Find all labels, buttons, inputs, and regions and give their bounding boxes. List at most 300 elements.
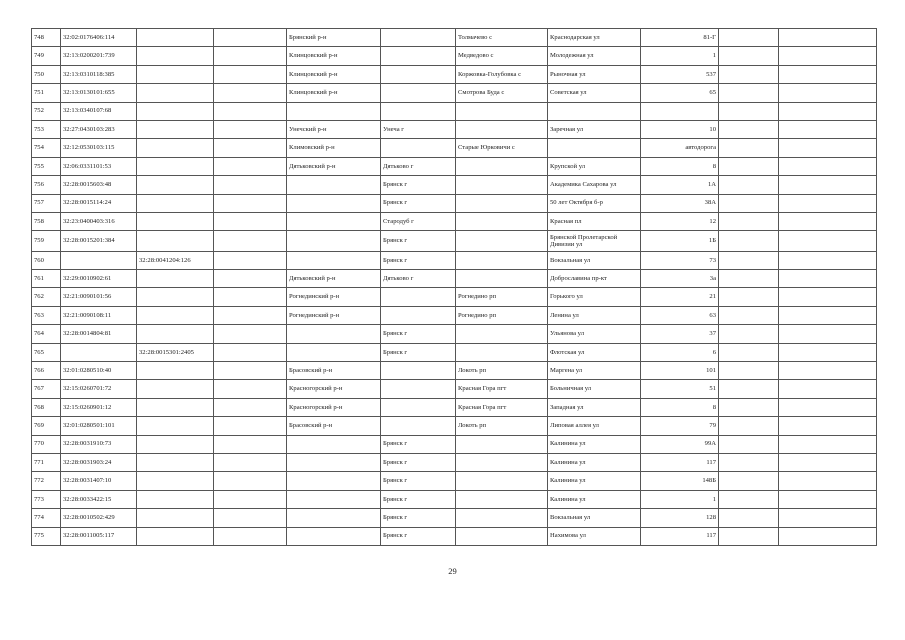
house-number-cell: 128 bbox=[641, 509, 719, 527]
cadastral-number-alt-cell bbox=[137, 29, 214, 47]
empty-cell bbox=[779, 288, 877, 306]
row-number-cell: 761 bbox=[32, 270, 61, 288]
cadastral-number-cell: 32:06:0331101:53 bbox=[61, 157, 137, 175]
empty-cell bbox=[214, 527, 287, 545]
row-number-cell: 758 bbox=[32, 212, 61, 230]
house-number-cell bbox=[641, 102, 719, 120]
empty-cell bbox=[214, 47, 287, 65]
settlement-cell bbox=[456, 527, 548, 545]
page-number: 29 bbox=[448, 566, 457, 576]
empty-cell bbox=[214, 194, 287, 212]
house-number-cell: 10 bbox=[641, 120, 719, 138]
empty-cell bbox=[214, 29, 287, 47]
cadastral-number-alt-cell bbox=[137, 176, 214, 194]
house-number-cell: 37 bbox=[641, 325, 719, 343]
district-cell bbox=[287, 212, 381, 230]
house-number-cell: 1 bbox=[641, 47, 719, 65]
table-row bbox=[32, 139, 877, 157]
row-number-cell: 770 bbox=[32, 435, 61, 453]
district-cell bbox=[287, 343, 381, 361]
table-row bbox=[32, 84, 877, 102]
settlement-cell: Коржовка-Голубовка с bbox=[456, 65, 548, 83]
row-number-cell: 756 bbox=[32, 176, 61, 194]
cadastral-number-alt-cell bbox=[137, 435, 214, 453]
empty-cell bbox=[779, 527, 877, 545]
cadastral-number-alt-cell bbox=[137, 527, 214, 545]
empty-cell bbox=[779, 325, 877, 343]
empty-cell bbox=[779, 47, 877, 65]
empty-cell bbox=[779, 65, 877, 83]
settlement-cell bbox=[456, 325, 548, 343]
empty-cell bbox=[779, 472, 877, 490]
district-cell bbox=[287, 472, 381, 490]
house-number-cell: 3а bbox=[641, 270, 719, 288]
street-cell: Ленина ул bbox=[548, 306, 641, 324]
empty-cell bbox=[719, 453, 779, 471]
house-number-cell: 1А bbox=[641, 176, 719, 194]
street-cell: Доброславина пр-кт bbox=[548, 270, 641, 288]
cadastral-number-alt-cell bbox=[137, 380, 214, 398]
cadastral-number-cell: 32:02:0176406:114 bbox=[61, 29, 137, 47]
empty-cell bbox=[214, 490, 287, 508]
cadastral-number-cell bbox=[61, 251, 137, 269]
cadastral-number-alt-cell: 32:28:0015301:2405 bbox=[137, 343, 214, 361]
district-cell bbox=[287, 251, 381, 269]
empty-cell bbox=[719, 194, 779, 212]
city-cell: Брянск г bbox=[381, 453, 456, 471]
registry-table bbox=[31, 28, 877, 546]
settlement-cell bbox=[456, 194, 548, 212]
cadastral-number-alt-cell bbox=[137, 288, 214, 306]
cadastral-number-alt-cell bbox=[137, 398, 214, 416]
empty-cell bbox=[779, 343, 877, 361]
row-number-cell: 754 bbox=[32, 139, 61, 157]
cadastral-number-cell: 32:13:0310118:385 bbox=[61, 65, 137, 83]
row-number-cell: 766 bbox=[32, 362, 61, 380]
empty-cell bbox=[779, 212, 877, 230]
city-cell: Брянск г bbox=[381, 176, 456, 194]
row-number-cell: 750 bbox=[32, 65, 61, 83]
cadastral-number-cell: 32:28:0014804:81 bbox=[61, 325, 137, 343]
empty-cell bbox=[719, 472, 779, 490]
city-cell: Дятьково г bbox=[381, 157, 456, 175]
city-cell bbox=[381, 29, 456, 47]
street-cell: Молодежная ул bbox=[548, 47, 641, 65]
district-cell: Климовский р-н bbox=[287, 139, 381, 157]
house-number-cell: 63 bbox=[641, 306, 719, 324]
house-number-cell: 12 bbox=[641, 212, 719, 230]
empty-cell bbox=[719, 325, 779, 343]
district-cell: Рогнединский р-н bbox=[287, 306, 381, 324]
table-row bbox=[32, 362, 877, 380]
street-cell: Ульянова ул bbox=[548, 325, 641, 343]
city-cell: Брянск г bbox=[381, 231, 456, 251]
street-cell: Маргена ул bbox=[548, 362, 641, 380]
house-number-cell: 1 bbox=[641, 490, 719, 508]
street-cell: Калинина ул bbox=[548, 490, 641, 508]
settlement-cell bbox=[456, 157, 548, 175]
street-cell bbox=[548, 102, 641, 120]
row-number-cell: 775 bbox=[32, 527, 61, 545]
house-number-cell: 117 bbox=[641, 527, 719, 545]
empty-cell bbox=[214, 509, 287, 527]
settlement-cell: Рогнедино рп bbox=[456, 288, 548, 306]
cadastral-number-cell: 32:28:0015603:48 bbox=[61, 176, 137, 194]
city-cell bbox=[381, 288, 456, 306]
table-row bbox=[32, 343, 877, 361]
row-number-cell: 751 bbox=[32, 84, 61, 102]
row-number-cell: 755 bbox=[32, 157, 61, 175]
empty-cell bbox=[719, 47, 779, 65]
empty-cell bbox=[719, 176, 779, 194]
district-cell: Унечский р-н bbox=[287, 120, 381, 138]
city-cell bbox=[381, 362, 456, 380]
table-row bbox=[32, 65, 877, 83]
cadastral-number-cell: 32:23:0400403:316 bbox=[61, 212, 137, 230]
street-cell: Вокзальная ул bbox=[548, 251, 641, 269]
district-cell bbox=[287, 453, 381, 471]
table-row bbox=[32, 251, 877, 269]
cadastral-number-alt-cell bbox=[137, 120, 214, 138]
settlement-cell bbox=[456, 120, 548, 138]
cadastral-number-alt-cell bbox=[137, 102, 214, 120]
house-number-cell: 148Б bbox=[641, 472, 719, 490]
city-cell bbox=[381, 380, 456, 398]
empty-cell bbox=[779, 453, 877, 471]
district-cell: Дятьковский р-н bbox=[287, 270, 381, 288]
settlement-cell: Толмачево с bbox=[456, 29, 548, 47]
table-row bbox=[32, 120, 877, 138]
row-number-cell: 752 bbox=[32, 102, 61, 120]
cadastral-number-alt-cell bbox=[137, 325, 214, 343]
table-row bbox=[32, 453, 877, 471]
house-number-cell: 79 bbox=[641, 417, 719, 435]
city-cell bbox=[381, 306, 456, 324]
district-cell: Брянский р-н bbox=[287, 29, 381, 47]
empty-cell bbox=[719, 212, 779, 230]
empty-cell bbox=[779, 194, 877, 212]
cadastral-number-cell: 32:21:0090108:11 bbox=[61, 306, 137, 324]
empty-cell bbox=[779, 120, 877, 138]
cadastral-number-alt-cell: 32:28:0041204:126 bbox=[137, 251, 214, 269]
settlement-cell bbox=[456, 472, 548, 490]
street-cell: 50 лет Октября б-р bbox=[548, 194, 641, 212]
cadastral-number-alt-cell bbox=[137, 65, 214, 83]
cadastral-number-alt-cell bbox=[137, 490, 214, 508]
empty-cell bbox=[214, 102, 287, 120]
street-cell: Рыночная ул bbox=[548, 65, 641, 83]
district-cell: Дятьковский р-н bbox=[287, 157, 381, 175]
empty-cell bbox=[779, 29, 877, 47]
empty-cell bbox=[214, 362, 287, 380]
street-cell: Советская ул bbox=[548, 84, 641, 102]
empty-cell bbox=[214, 176, 287, 194]
table-row bbox=[32, 509, 877, 527]
empty-cell bbox=[779, 435, 877, 453]
row-number-cell: 757 bbox=[32, 194, 61, 212]
cadastral-number-alt-cell bbox=[137, 362, 214, 380]
cadastral-number-cell: 32:28:0015114:24 bbox=[61, 194, 137, 212]
row-number-cell: 773 bbox=[32, 490, 61, 508]
district-cell: Красногорский р-н bbox=[287, 380, 381, 398]
district-cell: Красногорский р-н bbox=[287, 398, 381, 416]
table-body bbox=[32, 29, 877, 546]
row-number-cell: 764 bbox=[32, 325, 61, 343]
street-cell: Академика Сахарова ул bbox=[548, 176, 641, 194]
settlement-cell bbox=[456, 270, 548, 288]
street-cell: Нахимова ул bbox=[548, 527, 641, 545]
house-number-cell: 99А bbox=[641, 435, 719, 453]
cadastral-number-alt-cell bbox=[137, 139, 214, 157]
cadastral-number-cell: 32:28:0031407:10 bbox=[61, 472, 137, 490]
house-number-cell: 6 bbox=[641, 343, 719, 361]
cadastral-number-alt-cell bbox=[137, 231, 214, 251]
city-cell bbox=[381, 65, 456, 83]
table-row bbox=[32, 47, 877, 65]
empty-cell bbox=[719, 29, 779, 47]
house-number-cell: 8 bbox=[641, 398, 719, 416]
street-cell: Вокзальная ул bbox=[548, 509, 641, 527]
row-number-cell: 772 bbox=[32, 472, 61, 490]
district-cell bbox=[287, 176, 381, 194]
cadastral-number-cell: 32:13:0200201:739 bbox=[61, 47, 137, 65]
cadastral-number-cell: 32:01:0280510:40 bbox=[61, 362, 137, 380]
city-cell: Брянск г bbox=[381, 490, 456, 508]
table-row bbox=[32, 29, 877, 47]
district-cell bbox=[287, 435, 381, 453]
cadastral-number-cell: 32:29:0010902:61 bbox=[61, 270, 137, 288]
empty-cell bbox=[214, 120, 287, 138]
empty-cell bbox=[719, 65, 779, 83]
table-row bbox=[32, 306, 877, 324]
empty-cell bbox=[214, 157, 287, 175]
empty-cell bbox=[779, 251, 877, 269]
table-row bbox=[32, 417, 877, 435]
district-cell bbox=[287, 325, 381, 343]
district-cell bbox=[287, 527, 381, 545]
cadastral-number-alt-cell bbox=[137, 84, 214, 102]
table-row bbox=[32, 490, 877, 508]
empty-cell bbox=[214, 343, 287, 361]
row-number-cell: 748 bbox=[32, 29, 61, 47]
empty-cell bbox=[779, 270, 877, 288]
table-row bbox=[32, 212, 877, 230]
empty-cell bbox=[779, 157, 877, 175]
empty-cell bbox=[779, 509, 877, 527]
empty-cell bbox=[214, 417, 287, 435]
empty-cell bbox=[719, 120, 779, 138]
row-number-cell: 760 bbox=[32, 251, 61, 269]
row-number-cell: 768 bbox=[32, 398, 61, 416]
empty-cell bbox=[719, 527, 779, 545]
table-row bbox=[32, 527, 877, 545]
city-cell: Брянск г bbox=[381, 472, 456, 490]
empty-cell bbox=[719, 435, 779, 453]
street-cell: Калинина ул bbox=[548, 453, 641, 471]
house-number-cell: 51 bbox=[641, 380, 719, 398]
city-cell: Унеча г bbox=[381, 120, 456, 138]
cadastral-number-alt-cell bbox=[137, 212, 214, 230]
cadastral-number-alt-cell bbox=[137, 194, 214, 212]
settlement-cell bbox=[456, 251, 548, 269]
settlement-cell: Локоть рп bbox=[456, 417, 548, 435]
house-number-cell: автодорога bbox=[641, 139, 719, 157]
empty-cell bbox=[214, 398, 287, 416]
empty-cell bbox=[719, 157, 779, 175]
city-cell: Брянск г bbox=[381, 527, 456, 545]
empty-cell bbox=[719, 509, 779, 527]
table-row bbox=[32, 157, 877, 175]
city-cell bbox=[381, 417, 456, 435]
table-row bbox=[32, 380, 877, 398]
table-row bbox=[32, 270, 877, 288]
empty-cell bbox=[779, 417, 877, 435]
city-cell: Дятьково г bbox=[381, 270, 456, 288]
empty-cell bbox=[779, 380, 877, 398]
table-row bbox=[32, 325, 877, 343]
house-number-cell: 101 bbox=[641, 362, 719, 380]
cadastral-number-cell: 32:15:0260701:72 bbox=[61, 380, 137, 398]
district-cell: Брасовский р-н bbox=[287, 362, 381, 380]
cadastral-number-alt-cell bbox=[137, 47, 214, 65]
cadastral-number-alt-cell bbox=[137, 509, 214, 527]
cadastral-number-cell: 32:28:0010502:429 bbox=[61, 509, 137, 527]
district-cell: Клинцовский р-н bbox=[287, 84, 381, 102]
empty-cell bbox=[214, 270, 287, 288]
row-number-cell: 749 bbox=[32, 47, 61, 65]
row-number-cell: 774 bbox=[32, 509, 61, 527]
street-cell: Краснодарская ул bbox=[548, 29, 641, 47]
house-number-cell: 38А bbox=[641, 194, 719, 212]
district-cell bbox=[287, 509, 381, 527]
empty-cell bbox=[779, 362, 877, 380]
street-cell: Западная ул bbox=[548, 398, 641, 416]
empty-cell bbox=[719, 102, 779, 120]
city-cell: Брянск г bbox=[381, 435, 456, 453]
table-row bbox=[32, 176, 877, 194]
city-cell bbox=[381, 139, 456, 157]
settlement-cell bbox=[456, 212, 548, 230]
district-cell: Клинцовский р-н bbox=[287, 65, 381, 83]
street-cell: Больничная ул bbox=[548, 380, 641, 398]
table-row bbox=[32, 398, 877, 416]
empty-cell bbox=[214, 84, 287, 102]
cadastral-number-cell: 32:28:0031910:73 bbox=[61, 435, 137, 453]
cadastral-number-cell bbox=[61, 343, 137, 361]
empty-cell bbox=[779, 398, 877, 416]
house-number-cell: 117 bbox=[641, 453, 719, 471]
cadastral-number-cell: 32:12:0530103:115 bbox=[61, 139, 137, 157]
empty-cell bbox=[719, 490, 779, 508]
empty-cell bbox=[719, 306, 779, 324]
empty-cell bbox=[214, 139, 287, 157]
cadastral-number-cell: 32:13:0130101:655 bbox=[61, 84, 137, 102]
street-cell: Липовая аллея ул bbox=[548, 417, 641, 435]
cadastral-number-cell: 32:28:0033422:15 bbox=[61, 490, 137, 508]
empty-cell bbox=[214, 380, 287, 398]
house-number-cell: 73 bbox=[641, 251, 719, 269]
cadastral-number-alt-cell bbox=[137, 270, 214, 288]
empty-cell bbox=[214, 251, 287, 269]
empty-cell bbox=[779, 306, 877, 324]
row-number-cell: 753 bbox=[32, 120, 61, 138]
city-cell: Стародуб г bbox=[381, 212, 456, 230]
empty-cell bbox=[719, 362, 779, 380]
empty-cell bbox=[214, 325, 287, 343]
settlement-cell bbox=[456, 453, 548, 471]
street-cell: Брянской Пролетарской Дивизии ул bbox=[548, 231, 641, 251]
table-row bbox=[32, 435, 877, 453]
street-cell: Крупской ул bbox=[548, 157, 641, 175]
table-row bbox=[32, 288, 877, 306]
empty-cell bbox=[214, 212, 287, 230]
settlement-cell: Красная Гора пгт bbox=[456, 380, 548, 398]
empty-cell bbox=[214, 65, 287, 83]
empty-cell bbox=[779, 139, 877, 157]
empty-cell bbox=[214, 453, 287, 471]
settlement-cell bbox=[456, 435, 548, 453]
district-cell bbox=[287, 490, 381, 508]
cadastral-number-cell: 32:28:0031903:24 bbox=[61, 453, 137, 471]
empty-cell bbox=[719, 84, 779, 102]
settlement-cell: Рогнедино рп bbox=[456, 306, 548, 324]
cadastral-number-cell: 32:21:0090101:56 bbox=[61, 288, 137, 306]
row-number-cell: 762 bbox=[32, 288, 61, 306]
empty-cell bbox=[719, 417, 779, 435]
city-cell: Брянск г bbox=[381, 194, 456, 212]
row-number-cell: 765 bbox=[32, 343, 61, 361]
empty-cell bbox=[779, 176, 877, 194]
empty-cell bbox=[719, 251, 779, 269]
city-cell: Брянск г bbox=[381, 251, 456, 269]
settlement-cell bbox=[456, 102, 548, 120]
cadastral-number-alt-cell bbox=[137, 306, 214, 324]
street-cell: Горького ул bbox=[548, 288, 641, 306]
city-cell: Брянск г bbox=[381, 343, 456, 361]
street-cell bbox=[548, 139, 641, 157]
table-row bbox=[32, 102, 877, 120]
district-cell: Клинцовский р-н bbox=[287, 47, 381, 65]
house-number-cell: 8 bbox=[641, 157, 719, 175]
street-cell: Заречная ул bbox=[548, 120, 641, 138]
cadastral-number-cell: 32:13:0340107:68 bbox=[61, 102, 137, 120]
cadastral-number-cell: 32:27:0430103:283 bbox=[61, 120, 137, 138]
cadastral-number-cell: 32:28:0011005:117 bbox=[61, 527, 137, 545]
city-cell bbox=[381, 84, 456, 102]
district-cell: Брасовский р-н bbox=[287, 417, 381, 435]
district-cell bbox=[287, 102, 381, 120]
cadastral-number-alt-cell bbox=[137, 157, 214, 175]
settlement-cell bbox=[456, 490, 548, 508]
cadastral-number-alt-cell bbox=[137, 472, 214, 490]
row-number-cell: 769 bbox=[32, 417, 61, 435]
empty-cell bbox=[214, 306, 287, 324]
empty-cell bbox=[719, 231, 779, 251]
table-row bbox=[32, 472, 877, 490]
cadastral-number-alt-cell bbox=[137, 453, 214, 471]
city-cell: Брянск г bbox=[381, 509, 456, 527]
table-row bbox=[32, 194, 877, 212]
empty-cell bbox=[779, 231, 877, 251]
city-cell: Брянск г bbox=[381, 325, 456, 343]
cadastral-number-cell: 32:01:0280501:101 bbox=[61, 417, 137, 435]
row-number-cell: 759 bbox=[32, 231, 61, 251]
cadastral-number-alt-cell bbox=[137, 417, 214, 435]
settlement-cell bbox=[456, 176, 548, 194]
empty-cell bbox=[719, 343, 779, 361]
settlement-cell: Медведово с bbox=[456, 47, 548, 65]
empty-cell bbox=[719, 139, 779, 157]
